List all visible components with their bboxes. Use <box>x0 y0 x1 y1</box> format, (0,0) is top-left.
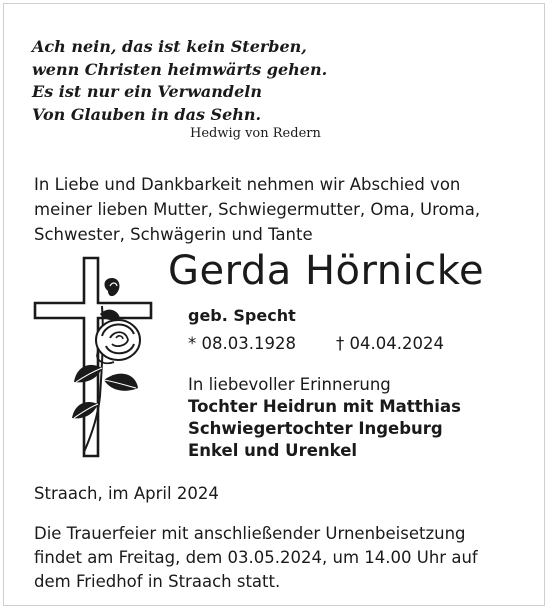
survivor-line: Enkel und Urenkel <box>188 441 358 460</box>
poem-author: Hedwig von Redern <box>190 126 321 141</box>
funeral-line: findet am Freitag, dem 03.05.2024, um 14.00 Uhr auf <box>34 548 478 567</box>
obituary-notice <box>3 3 545 606</box>
intro-line: meiner lieben Mutter, Schwiegermutter, Oma, Uroma, <box>34 200 481 219</box>
poem-line: Ach nein, das ist kein Sterben, <box>32 37 307 56</box>
death-date: † 04.04.2024 <box>336 334 444 353</box>
survivor-line: Schwiegertochter Ingeburg <box>188 419 443 438</box>
life-dates <box>188 334 478 353</box>
poem-line: wenn Christen heimwärts gehen. <box>32 59 328 79</box>
poem-line: Es ist nur ein Verwandeln <box>32 82 262 101</box>
funeral-line: dem Friedhof in Straach statt. <box>34 572 281 591</box>
survivors-intro: In liebevoller Erinnerung <box>188 375 391 394</box>
poem-line: Von Glauben in das Sehn. <box>32 104 262 124</box>
funeral-line: Die Trauerfeier mit anschließender Urnenbeisetzung <box>34 524 466 543</box>
poem <box>32 36 327 126</box>
intro-line: In Liebe und Dankbarkeit nehmen wir Abschied von <box>34 175 461 194</box>
cross-with-rose-icon <box>32 256 157 461</box>
birth-date: * 08.03.1928 <box>188 334 296 353</box>
funeral-info <box>34 522 478 594</box>
birth-name: geb. Specht <box>188 306 296 325</box>
place-date: Straach, im April 2024 <box>34 484 219 503</box>
survivors <box>188 374 461 462</box>
intro-line: Schwester, Schwägerin und Tante <box>34 225 313 244</box>
intro-text <box>34 172 524 247</box>
survivor-line: Tochter Heidrun mit Matthias <box>188 397 461 416</box>
deceased-name: Gerda Hörnicke <box>168 248 485 294</box>
